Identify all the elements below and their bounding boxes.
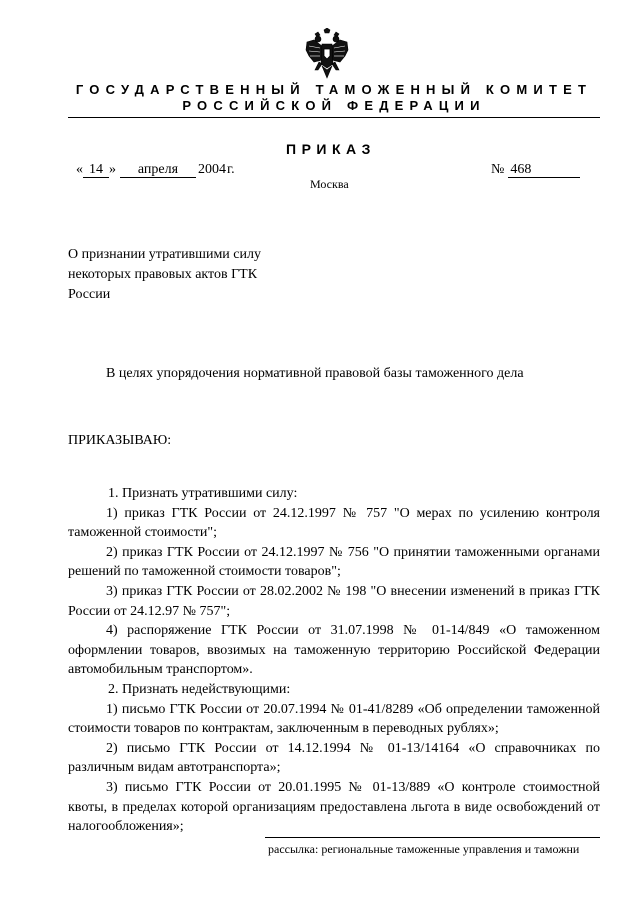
list-item: 2) приказ ГТК России от 24.12.1997 № 756 "О принятии таможенными органами решений по таможенной стоимости товаров"; [68, 544, 600, 580]
section-heading: 2. Признать недействующими: [108, 681, 291, 697]
document-city: Москва [310, 177, 349, 191]
date-open-quote: « [76, 162, 83, 177]
list-item: 4) распоряжение ГТК России от 31.07.1998 № 01-14/849 «О таможенном оформлении товаров, ввозимых на таможенную территорию Российской Федерации автомобильным транспортом». [68, 623, 600, 678]
list-item: 2) письмо ГТК России от 14.12.1994 № 01-13/14164 «О справочниках по различным видам автотранспорта»; [68, 740, 600, 776]
section-heading: 1. Признать утратившими силу: [108, 486, 298, 501]
double-headed-eagle-emblem-icon [305, 28, 349, 80]
mailing-list: рассылка: региональные таможенные управления и таможни [268, 842, 580, 856]
list-item: 3) письмо ГТК России от 20.01.1995 № 01-13/889 «О контроле стоимостной квоты, в пределах которой организациям предоставлена льгота в виде освобождений от налогообложения»; [68, 779, 600, 835]
document-subject: О признании утратившими силу некоторых правовых актов ГТК России [68, 247, 261, 302]
date-close-quote: » [109, 162, 116, 177]
preamble: В целях упорядочения нормативной правовой базы таможенного дела [106, 366, 524, 381]
list-item: 1) приказ ГТК России от 24.12.1997 № 757 "О мерах по усилению контроля таможенной стоимости"; [68, 505, 600, 541]
document-date [76, 162, 235, 178]
document-title: ПРИКАЗ [286, 141, 376, 157]
order-word: ПРИКАЗЫВАЮ: [68, 433, 172, 448]
number-value: 468 [508, 163, 580, 178]
document-number [491, 162, 580, 178]
date-year: 2004 [198, 162, 226, 177]
date-month: апреля [120, 163, 196, 178]
document-body [68, 484, 600, 837]
organization-name-line-2: РОССИЙСКОЙ ФЕДЕРАЦИИ [182, 98, 486, 113]
number-label: № [491, 162, 505, 177]
list-item: 3) приказ ГТК России от 28.02.2002 № 198 "О внесении изменений в приказ ГТК России от 24.12.97 № 757"; [68, 583, 600, 619]
date-day: 14 [83, 163, 109, 178]
footer-divider [265, 837, 600, 838]
date-year-suffix: г. [227, 162, 235, 177]
list-item: 1) письмо ГТК России от 20.07.1994 № 01-41/8289 «Об определении таможенной стоимости товаров по контрактам, заключенным в переводных рублях»; [68, 701, 600, 737]
header-divider [68, 117, 600, 118]
organization-name-line-1: ГОСУДАРСТВЕННЫЙ ТАМОЖЕННЫЙ КОМИТЕТ [75, 82, 593, 97]
